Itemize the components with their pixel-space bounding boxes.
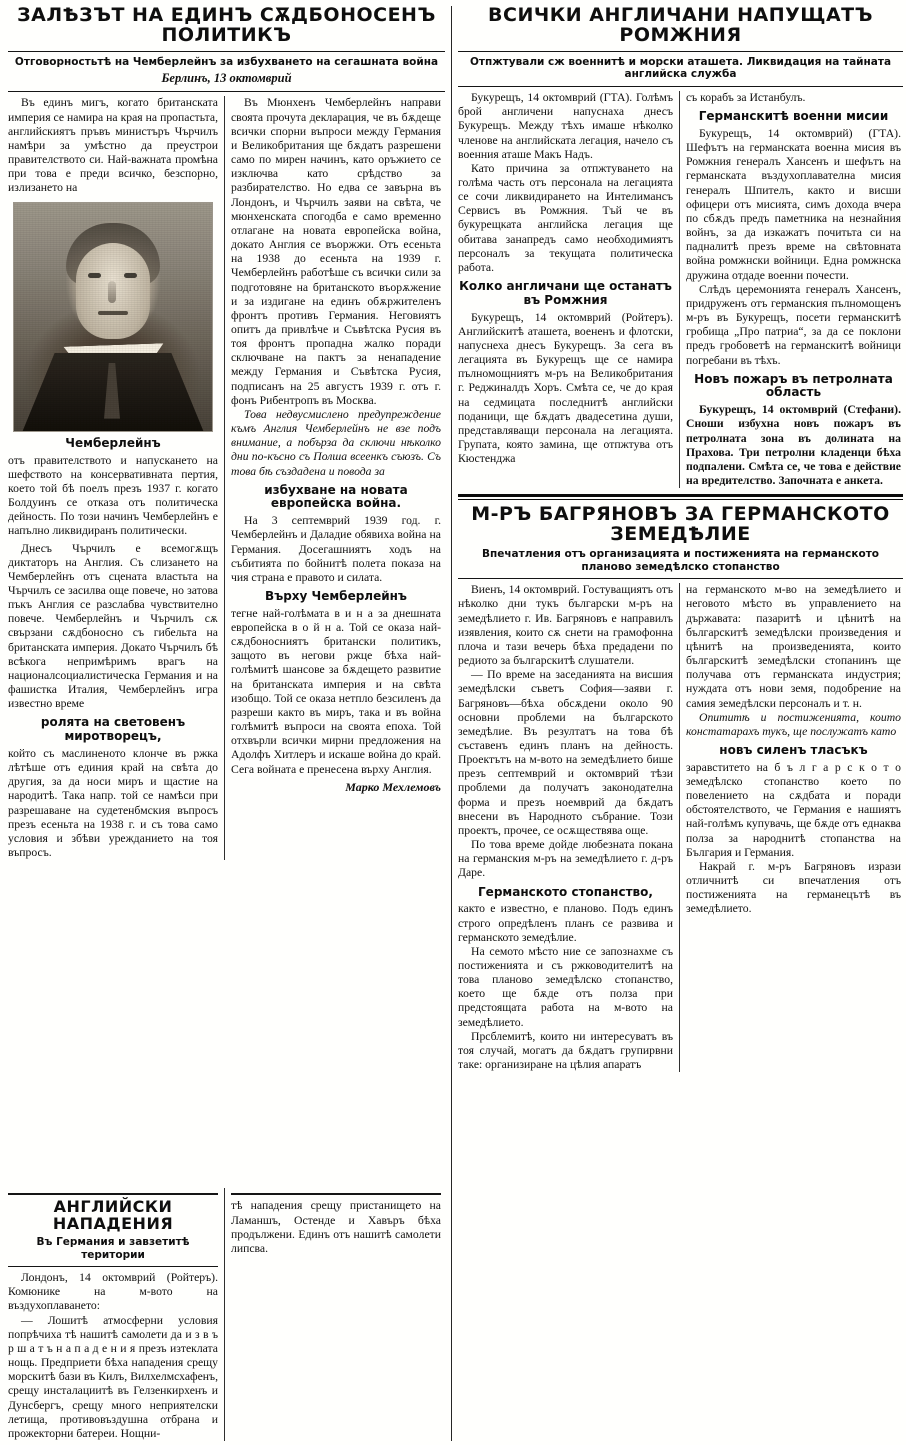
column-2 [231, 96, 441, 860]
paragraph: Това недвусмислено предупреждение къмъ Англия Чемберлейнъ не взе подъ внимание, а побърза да сключи нѣколко дни по-късно съ Полша всеенкъ съюзъ. Съ това бѣ създадена и повода за [231, 407, 441, 478]
paragraph: Букурещъ, 14 октомврий (ГТА). Голѣмъ брой англичени напуснаха днесъ Букурещъ. Между тѣхъ имаше нѣколко членове на английската легация, начело съ военния аташе Макъ Надъ. [458, 91, 673, 161]
paragraph: По това време дойде любезната покана на германския м-ръ на земедѣлието г. д-ръ Даре. [458, 838, 673, 880]
paragraph: На семото мѣсто ние се запознахме съ постиженията и съ ржководителитѣ на това планово земедѣлско стопанство, което ще бѫде отъ полза при предстоящата работа на м-вото на земедѣлието. [458, 944, 673, 1029]
column-divider [679, 583, 680, 1072]
paragraph: тегне най-голѣмата в и н а за днешната европейска в о й н а. Той се оказа най-сѫдбоносниятъ британски политикъ, защото въ негови ржце бѣха най-голѣмитѣ шансове за бѫдещето развитие на британската империя и на свѣта изобщо. Той се оказа нетпло безсиленъ да разреши както въ миръ, така и въ война голѣмитѣ въпроси на своята епоха. Той отхвърли всички мирни предложения на Адолфъ Хитлеръ и искаше война до край. Сега войната е пренесена върху Англия. [231, 606, 441, 776]
subhead-bagryanov: Впечатления отъ организацията и постиженията на германското планово земедѣлско стопанство [481, 548, 880, 573]
subhead-german-economy: Германското стопанство, [478, 884, 653, 899]
photo-caption: Чемберлейнъ [65, 435, 161, 450]
paragraph: съ корабъ за Истанбулъ. [686, 91, 806, 105]
paragraph: както е известно, е планово. Подъ единъ строго опредѣленъ планъ се развива и германското земедѣлие. [458, 902, 673, 944]
romania-columns [458, 91, 903, 488]
chamberlain-columns [8, 96, 445, 860]
subhead-english-leave: Отпжтували сж военнитѣ и морски аташета. Ликвидация на тайната английска служба [469, 55, 892, 81]
paragraph: Букурещъ, 14 октомврий (Стефани). Сноши избухна новъ пожаръ въ петролната зона въ долината на Прахова. Три петролни кладенци бѣха подпалени. Смѣта се, че това е действие на вредителство. Започната е анкета. [686, 403, 901, 488]
article-bagryanov [458, 505, 903, 1072]
bottom-left-columns [8, 1188, 445, 1441]
subhead-german-missions: Германскитѣ военни мисии [698, 109, 889, 124]
subhead-on-chamberlain: Върху Чемберлейнъ [265, 589, 407, 604]
subhead-war-outbreak: избухване на новата европейска война. [264, 482, 408, 511]
divider [458, 494, 903, 500]
divider [231, 1193, 441, 1195]
paragraph: Накрай г. м-ръ Багряновъ изрази отличнитѣ си впечатления отъ постиженията на германецътѣ въ земедѣлието. [686, 859, 901, 916]
column-divider [679, 91, 680, 488]
paragraph: — По време на заседанията на висшия земедѣлски съветъ София—заяви г. Багряновъ—бѣха обсѫдени около 90 основни проблеми на българското земедѣлие. Въ резултатъ на това бѣ съставенъ единъ планъ на дейность. Проектътъ на м-вото на земедѣлието бише презъ септемврий и октомврий тѣзи проблеми да получатъ законодателна форма и презъ ноемврий да бѫдатъ внесени въ Народното събрание. Този проектъ, прочее, се осѫществява още. [458, 668, 673, 837]
divider [8, 1266, 218, 1267]
headline-chamberlain: ЗАЛѢЗЪТ НА ЕДИНЪ СѪДБОНОСЕНЪ ПОЛИТИКЪ [17, 4, 436, 46]
paragraph: На 3 септемврий 1939 год. г. Чемберлейнъ и Даладие обявиха война на Германия. Досегашниятъ ходъ на събитията по бойнитѣ полета показа на чия страна е правото и силата. [231, 514, 441, 584]
divider [458, 578, 903, 579]
paragraph: Въ единъ мигъ, когато британската империя се намира на края на пропастьта, английскиятъ пръвъ министъръ Чърчилъ намѣри за умѣстно да преустрои правителството си. Най-важната промѣна при това е преди всичко, безспорно, излизането на [8, 96, 218, 195]
paragraph: — Лошитѣ атмосферни условия попрѣчиха тѣ нашитѣ самолети да и з в ъ р ш а т ъ н а п а д е н и я презъ изтеклата нощь. Предприети бѣха нападения срещу морскитѣ бази въ Килъ, Вилхелмсхафенъ, срещу инсталациитѣ въ Гелзенкирхенъ и Дунсбергъ, срещу много неприятелски летища, противовъздушна отбрана и прожекторни батереи. Нощни- [8, 1313, 218, 1440]
column-2 [686, 583, 901, 1072]
paragraph-continued: тѣ нападения срещу пристанището на Ламаншъ, Остенде и Хавъръ бѣха продължени. Единъ отъ нашитѣ самолети липсва. [231, 1199, 441, 1255]
page-columns [8, 4, 901, 1441]
subhead-how-many: Колко англичани ще останатъ въ Ромжния [459, 279, 672, 307]
right-half [458, 6, 903, 1441]
paragraph: който съ маслиненото клонче въ ржка лѣтѣше отъ единия край на свѣта до другия, за да носи миръ и щастие на народитѣ. Така напр. той се намѣси при разрешаване на судетенбмския въпросъ презъ есеньта на 1938 г. и съ това само условия и збѣви урежданието на тоя въпросъ. [8, 746, 218, 860]
bagryanov-columns [458, 583, 903, 1072]
column-2-bottom [231, 1188, 441, 1441]
left-half [8, 6, 445, 1441]
paragraph: Въ Мюнхенъ Чемберлейнъ направи своята прочута декларация, че въ бѫдеще всички спорни въпроси между Германия и Великобритания ще бѫдатъ разрешени само по мирен начинъ, като оръжието се изключва като срѣдство за разбирателство. Но едва се завърна въ Лондонъ, и Чърчилъ заяви на свѣта, че мюнхенската спогодба е само временно отлагане на новата европейска война, докато Англия се въоржжи. Отъ есеньта на 1938 до есеньта на 1939 г. Чемберлейнъ работѣше съ всички сили за подготовяне на британското въорѫжение и за издигане на единъ обѫржителенъ фронтъ противъ Германия. Неговиятъ опитъ да привлѣче и Съвѣтска Русия въ тоя фронтъ пропадна жалко поради сключване на пактъ за ненападение между Германия и Съвѣтска Русия, подписанъ на 25 августъ 1939 г. отъ г. фонъ Рибентропъ въ Москва. [231, 96, 441, 407]
divider [8, 51, 445, 52]
column-1 [8, 96, 218, 860]
paragraph: Букурещъ, 14 октомврий (Ройтеръ). Английскитѣ аташета, воененъ и флотски, напуснеха днесъ Букурещъ. За сега въ легацията въ Букурещъ ще се намира пълномощниятъ м-ръ на Великобритания г. Реджиналдъ Хоръ. Смѣта се, че до края на седмицата последнитѣ английски поданици, ще бѫдатъ двадесетина души, представляващи персонала на легацията. Групата, която замина, ще отпжтува отъ Кюстенджа [458, 310, 673, 466]
paragraph: Виенъ, 14 октомврий. Гостуващиятъ отъ нѣколко дни тукъ български м-ръ на земедѣлието г. Ив. Багряновъ е направилъ изявления, които сѫ снети на грамофонна плоча и тази вечерь бѣха предадени по редиото за българскитѣ слушатели. [458, 583, 673, 668]
dateline-berlin: Берлинъ, 13 октомврий [161, 71, 292, 86]
paragraph: на германското м-во на земедѣлието и неговото мѣсто въ управлението на държавата: пазаритѣ и цѣнитѣ на българскитѣ земедѣлски произведения и цѣнитѣ на произведенията, които българскитѣ земедѣлски стопанинъ ще получава отъ германската индустрия; нуждата отъ нови земя, подобрение на самия земедѣлски персоналъ и т. н. [686, 583, 901, 710]
center-divider [451, 6, 452, 1441]
headline-bagryanov: М-РЪ БАГРЯНОВЪ ЗА ГЕРМАНСКОТО ЗЕМЕДѢЛИЕ [471, 503, 890, 546]
divider [458, 86, 903, 87]
paragraph: заравститето на б ъ л г а р с к о т о земедѣлско стопанство което по повелението на сѫдбата и поради обстоятелството, че Германия е нашиятъ най-голѣмъ купувачь, ще бѫде отъ еднаква полза за народнитѣ стопанства на България и Германия. [686, 760, 901, 859]
headline-english-leave: ВСИЧКИ АНГЛИЧАНИ НАПУЩАТЪ РОМЖНИЯ [488, 4, 873, 46]
paragraph: Днесъ Чърчилъ е всемогѫщъ диктаторъ на Англия. Съ слизането на Чемберлейнъ отъ сцената властьта на Чърчилъ се засилва още повече, но затова пъкъ Англия се разслабва чувствително повече. Чемберлейнъ и Чърчилъ сѫ свързани сѫдбоносно съ гибельта на британската империя. Докато Чърчилъ бѣ всѣкога непримѣримъ врагъ на националсоциалистическа Германия и на фашистка Италия, Чемберлейнъ игра известно време [8, 541, 218, 711]
paragraph: Букурещъ, 14 октомврий) (ГТА). Шефътъ на германската военна мисия въ Ромжния генералъ Хансенъ и шефътъ на германската въздухоплавателна мисия генералъ Шпителъ, както и висши офицери отъ мисията, симъ дохода вчера по сбѫдъ предъ паметника на незнайния войнъ, за да изкажатъ почитьта си на падналитѣ презъ време на свѣтовната война ромжнски войници. Една ромжнска дружина отдаде военни почести. [686, 127, 901, 282]
column-divider [224, 1188, 225, 1441]
article-english-raids-wrap [8, 1188, 445, 1441]
divider [8, 91, 445, 92]
divider [8, 1193, 218, 1195]
article-chamberlain [8, 6, 445, 860]
paragraph: Слѣдъ церемонията генералъ Хансенъ, придруженъ отъ германския пълномощенъ м-ръ въ Букурещъ, посети германскитѣ гробища „Про патриа“, за да се поклони предъ гробоветѣ на германскитѣ войници погребани въ тѣхъ. [686, 282, 901, 367]
paragraph: Прсблемитѣ, които ни интересуватъ въ тоя случай, могатъ да бѫдатъ групирвни таке: организиране на цѣлия апаратъ [458, 1029, 673, 1072]
subhead-chamberlain: Отговорностьтѣ нa Чемберлейнъ за избухването нa сегашната война [14, 55, 439, 68]
paragraph: отъ правителството и напускането на шефството на консервативната пертия, което той бѣ поелъ презъ 1937 г. когато Болдуинъ се отказа отъ политическа дейность. По този начинъ Чемберлейнъ е напълно ликвидиранъ политически. [8, 453, 218, 538]
column-2 [686, 91, 901, 488]
article-signature: Марко Мехлемовъ [345, 779, 441, 794]
paragraph: Като причина за отпжтуването на голѣма часть отъ персонала на легацията се сочи ликвидирането на Интелиманcъ Сервисъ въ Ромжния. Тъй че въ букурещката английска легация ще обитава занапредъ само необходимиятъ персоналъ за текущата политическа работа. [458, 161, 673, 274]
portrait-figure [8, 202, 218, 450]
paragraph: Опититѣ и постиженията, които констатарахъ тукъ, ще послужатъ като [686, 710, 901, 738]
article-english-leave-romania [458, 6, 903, 488]
column-1-bottom [8, 1188, 218, 1441]
subhead-peacemaker: ролята на световенъ миротворецъ, [40, 715, 186, 744]
column-divider [224, 96, 225, 860]
chamberlain-photo [13, 202, 213, 432]
headline-english-raids: АНГЛИЙСКИ НАПАДЕНИЯ [52, 1197, 174, 1234]
divider [458, 51, 903, 52]
column-1 [458, 91, 673, 488]
paragraph: Лондонъ, 14 октомврий (Ройтеръ). Комюнике на м-вото на въздухоплаването: [8, 1271, 218, 1313]
subhead-new-impulse: новъ силенъ тласъкъ [719, 742, 868, 757]
subhead-new-fire: Новъ пожаръ въ петролната область [694, 371, 893, 400]
subhead-english-raids: Въ Германия и завзетитѣ територии [36, 1235, 190, 1261]
column-1 [458, 583, 673, 1072]
